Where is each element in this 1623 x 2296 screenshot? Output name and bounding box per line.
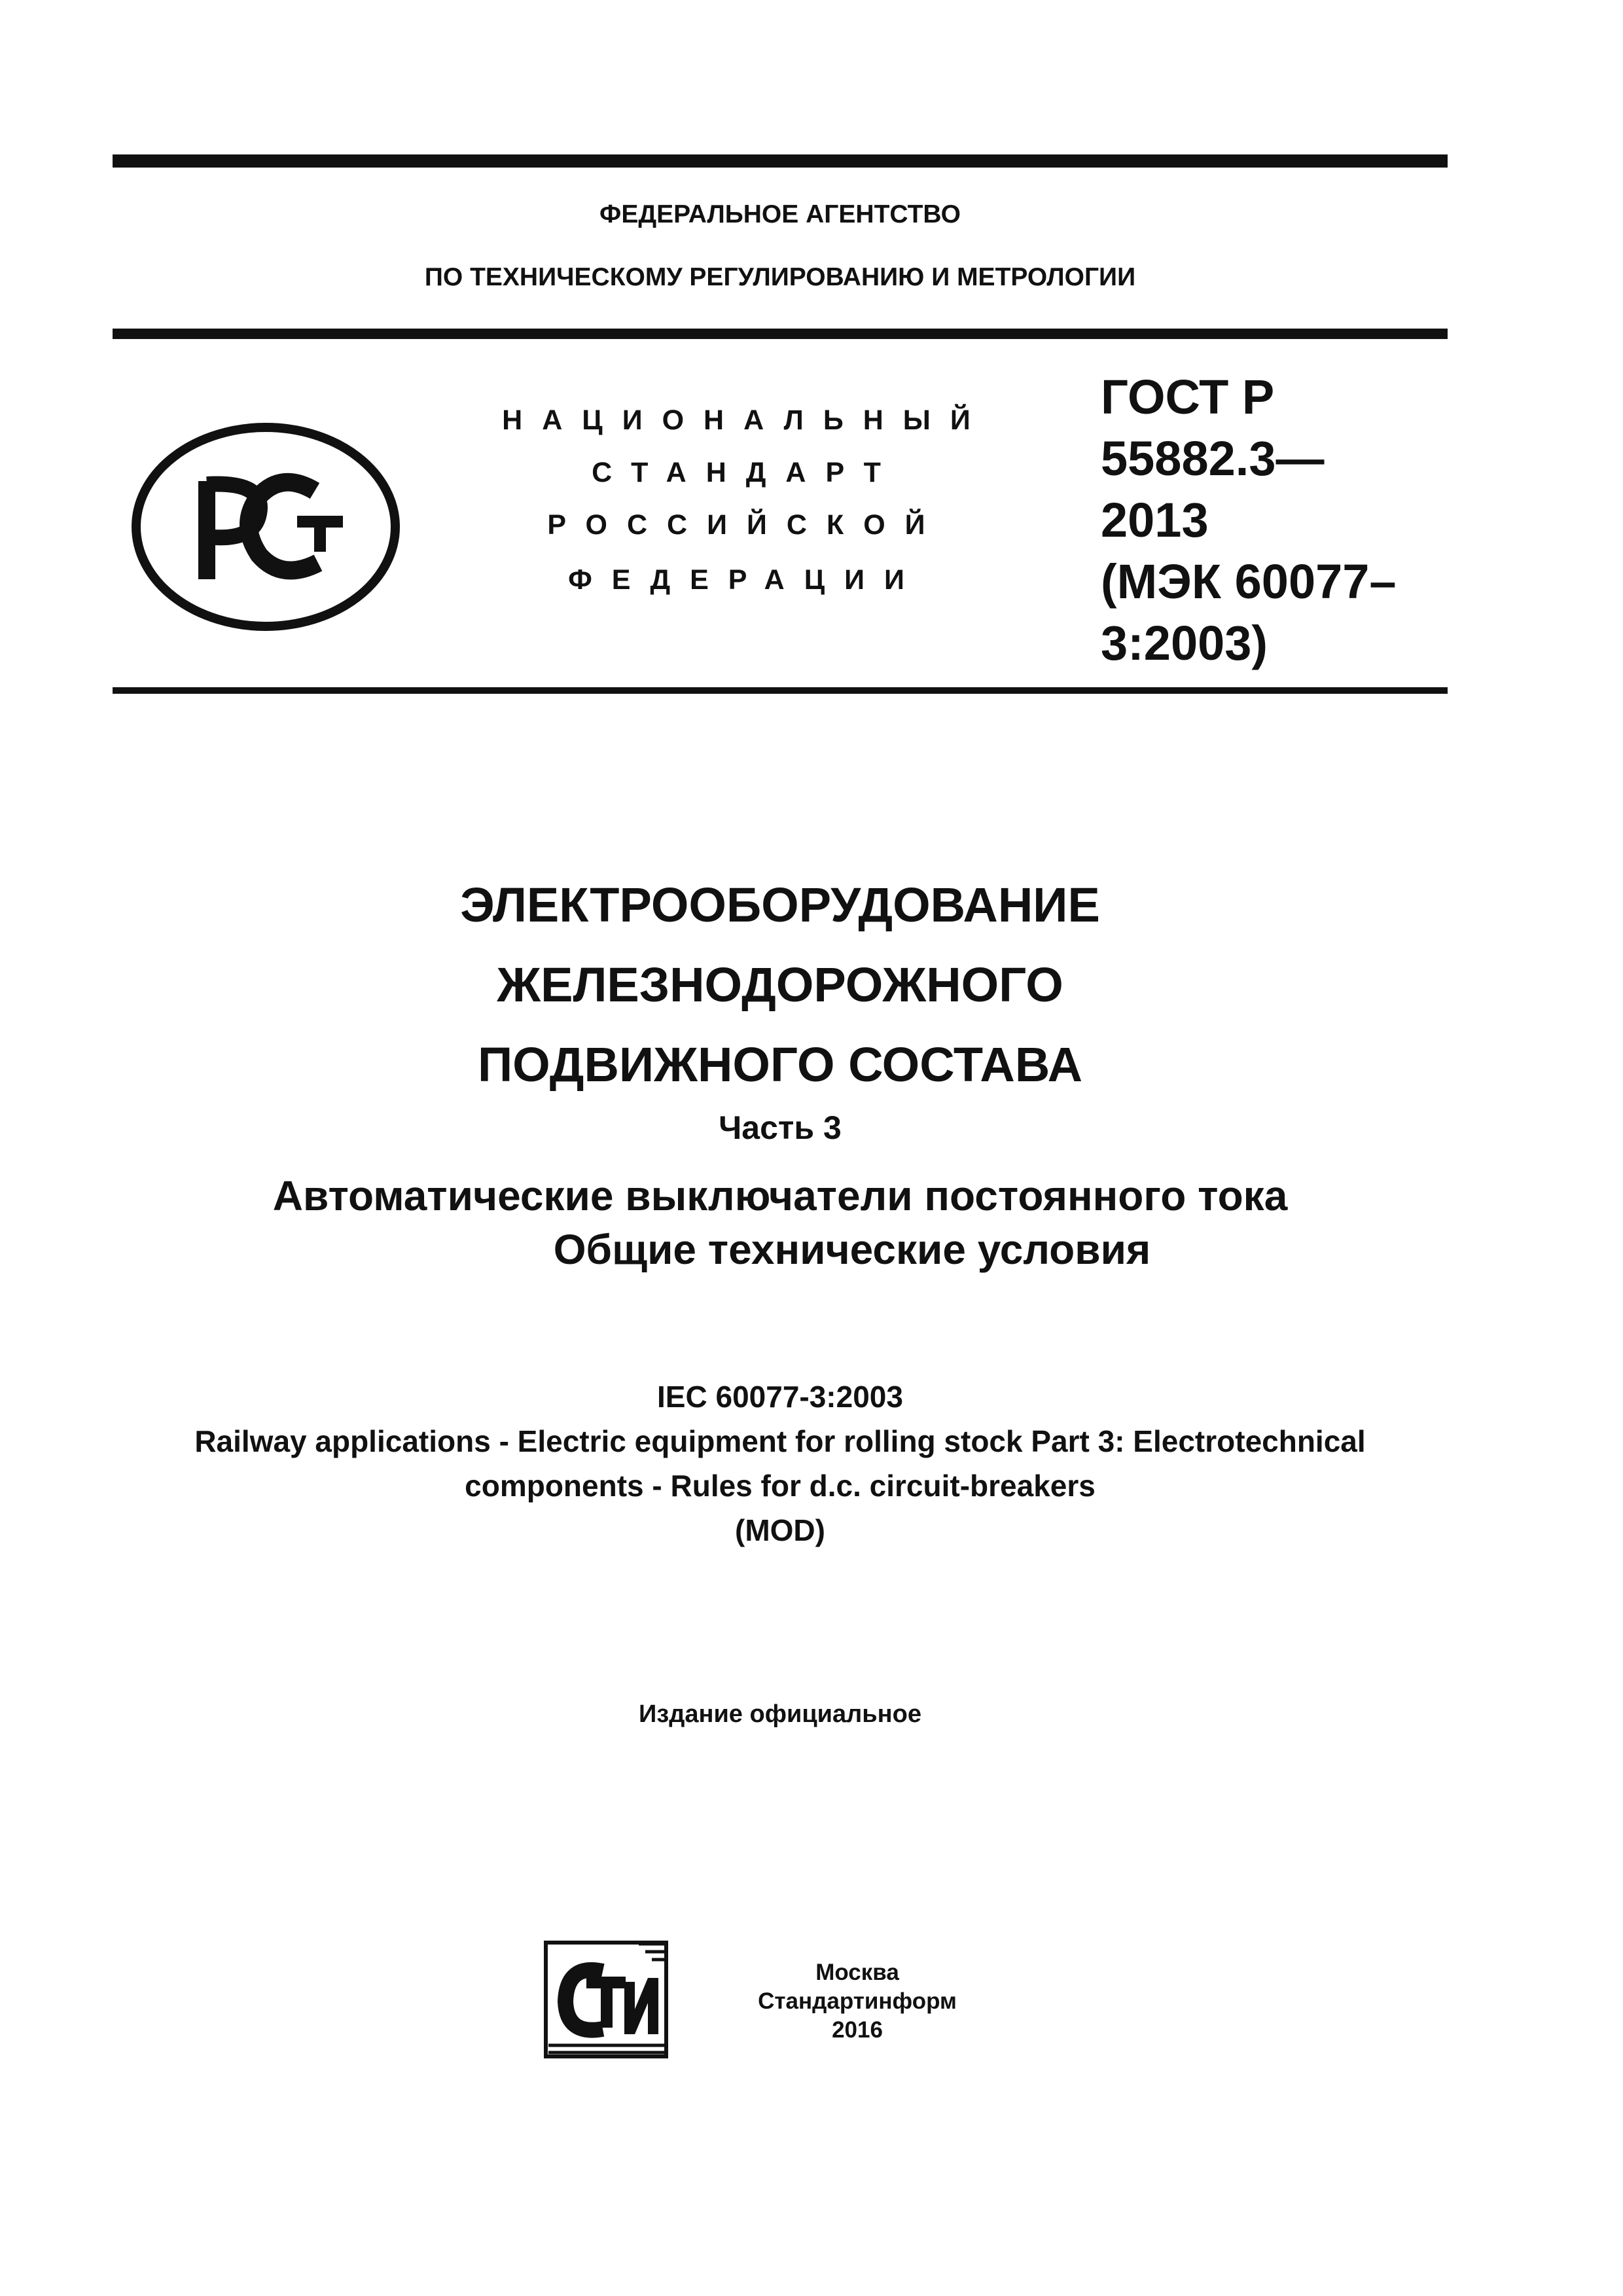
- standartinform-logo-icon: [541, 1937, 671, 2062]
- iec-line-3: components - Rules for d.c. circuit-breakers: [465, 1469, 1096, 1503]
- agency-line-1: ФЕДЕРАЛЬНОЕ АГЕНТСТВО: [599, 200, 961, 228]
- national-label-4: ФЕДЕРАЦИИ: [568, 564, 924, 596]
- title-line-2: ЖЕЛЕЗНОДОРОЖНОГО: [497, 958, 1063, 1012]
- iec-line-2: Railway applications - Electric equipment for rolling stock Part 3: Electrotechnical: [194, 1424, 1366, 1458]
- publisher-block: [694, 1958, 1021, 2045]
- iec-line-1: IEC 60077-3:2003: [657, 1380, 903, 1414]
- iec-reference: [113, 1374, 1448, 1552]
- publisher-city: Москва: [815, 1960, 899, 1985]
- gost-line-5: 3:2003): [1101, 616, 1268, 670]
- national-label-1: НАЦИОНАЛЬНЫЙ: [502, 404, 990, 436]
- gost-r-mark-icon: [128, 419, 403, 635]
- document-subtitle: [113, 1169, 1448, 1276]
- subtitle-line-2: Общие технические условия: [553, 1226, 1151, 1273]
- gost-line-4: (МЭК 60077–: [1101, 554, 1397, 609]
- middle-rule: [113, 329, 1448, 339]
- document-title: [113, 865, 1448, 1105]
- gost-line-1: ГОСТ Р: [1101, 370, 1275, 424]
- title-line-1: ЭЛЕКТРООБОРУДОВАНИЕ: [460, 878, 1100, 932]
- title-line-3: ПОДВИЖНОГО СОСТАВА: [477, 1037, 1083, 1092]
- subtitle-line-1: Автоматические выключатели постоянного тока: [272, 1172, 1288, 1219]
- top-rule: [113, 154, 1448, 168]
- publisher-year: 2016: [832, 2017, 883, 2043]
- gost-line-3: 2013: [1101, 493, 1209, 547]
- agency-line-2: ПО ТЕХНИЧЕСКОМУ РЕГУЛИРОВАНИЮ И МЕТРОЛОГИИ: [424, 263, 1136, 291]
- gost-designation: [1101, 367, 1397, 674]
- iec-line-4: (MOD): [735, 1513, 825, 1547]
- national-label-2: СТАНДАРТ: [592, 457, 901, 488]
- national-label-3: РОССИЙСКОЙ: [547, 509, 945, 541]
- bottom-rule: [113, 687, 1448, 694]
- part-label: Часть 3: [719, 1109, 842, 1146]
- publisher-name: Стандартинформ: [758, 1988, 957, 2014]
- gost-line-2: 55882.3—: [1101, 431, 1325, 486]
- edition-label: Издание официальное: [639, 1700, 921, 1728]
